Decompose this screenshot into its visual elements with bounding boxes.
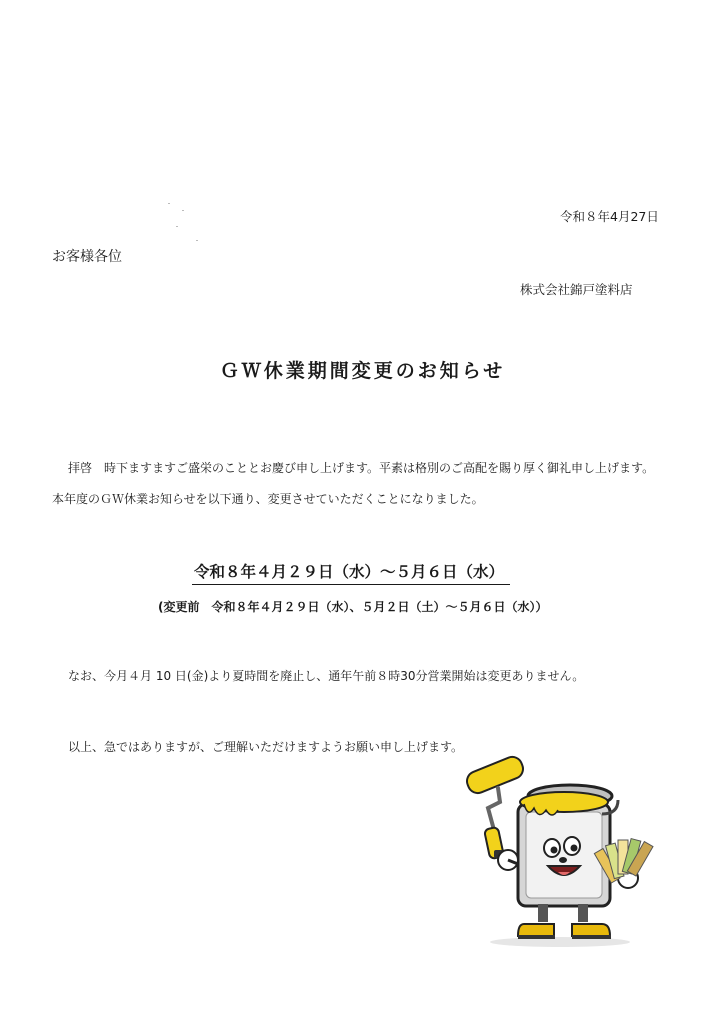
previous-holiday-period: (変更前 令和８年４月２９日（水）、５月２日（土）～５月６日（水）） <box>158 600 548 614</box>
page-title: ＧＷ休業期間変更のお知らせ <box>219 360 506 382</box>
scan-speck <box>196 240 198 241</box>
company-name: 株式会社錦戸塗料店 <box>520 282 633 297</box>
scan-speck <box>176 226 178 227</box>
paint-can-mascot-icon <box>460 752 660 952</box>
new-holiday-period: 令和８年４月２９日（水）～５月６日（水） <box>192 560 510 585</box>
scan-speck <box>168 203 170 204</box>
recipient: お客様各位 <box>52 249 122 265</box>
intro-paragraph: 本年度のＧＷ休業お知らせを以下通り、変更させていただくことになりました。 <box>52 492 484 506</box>
business-hours-note: なお、今月４月 10 日(金)より夏時間を廃止し、通年午前８時30分営業開始は変更ありません。 <box>68 669 585 683</box>
closing-paragraph: 以上、急ではありますが、ご理解いただけますようお願い申し上げます。 <box>68 740 464 754</box>
document-date: 令和８年4月27日 <box>560 209 659 224</box>
scan-speck <box>182 210 184 211</box>
greeting-paragraph: 拝啓 時下ますますご盛栄のこととお慶び申し上げます。平素は格別のご高配を賜り厚く御礼申し上げます。 <box>68 461 655 475</box>
